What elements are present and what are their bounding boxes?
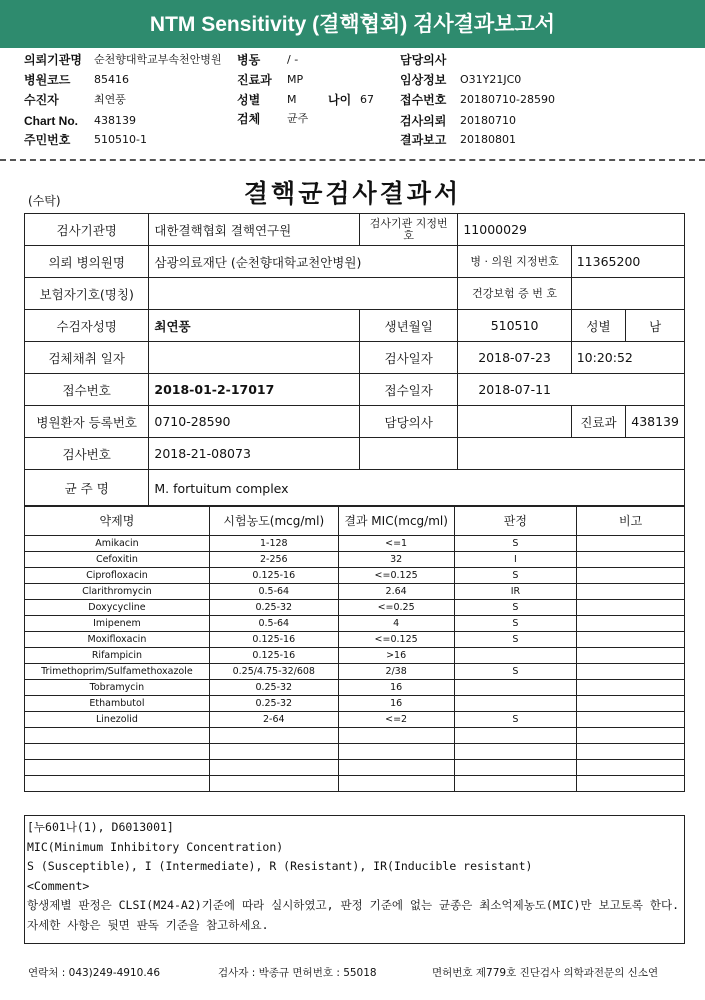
interpretation-cell: I bbox=[454, 552, 577, 568]
comment-text: 항생제별 판정은 CLSI(M24-A2)기준에 따라 실시하였고, 판정 기준에 없는 균종은 최소억제농도(MIC)만 보고토록 한다. 자세한 사항은 뒷면 판독 기준을 참고하세요. bbox=[27, 898, 680, 932]
value-test-request: 20180710 bbox=[460, 114, 516, 127]
hospital-no-value: 11365200 bbox=[571, 246, 684, 278]
footer-examiner: 검사자 : 박종규 면허번호 : 55018 bbox=[218, 967, 377, 979]
hospital-label: 의뢰 병의원명 bbox=[25, 246, 149, 278]
table-row bbox=[25, 552, 685, 568]
remarks-cell bbox=[577, 536, 685, 552]
concentration-cell bbox=[209, 776, 338, 792]
mic-cell bbox=[338, 744, 454, 760]
mic-cell: 16 bbox=[338, 680, 454, 696]
value-age: 67 bbox=[360, 93, 374, 106]
value-department: MP bbox=[287, 73, 304, 86]
document-title: 결핵균검사결과서 bbox=[243, 179, 462, 208]
lab-org-value: 대한결핵협회 결핵연구원 bbox=[149, 214, 360, 246]
label-sex: 성별 bbox=[237, 93, 261, 107]
interpretation-cell bbox=[454, 776, 577, 792]
drug-name-cell: Rifampicin bbox=[25, 648, 210, 664]
interpretation-cell: S bbox=[454, 568, 577, 584]
label-result-report: 결과보고 bbox=[400, 133, 447, 147]
concentration-cell: 2-64 bbox=[209, 712, 338, 728]
empty-cell bbox=[359, 438, 457, 470]
concentration-cell: 0.25-32 bbox=[209, 600, 338, 616]
interpretation-cell: S bbox=[454, 632, 577, 648]
concentration-cell: 0.25-32 bbox=[209, 696, 338, 712]
test-no-value: 2018-21-08073 bbox=[149, 438, 360, 470]
lab-no-value: 11000029 bbox=[458, 214, 685, 246]
report-banner: NTM Sensitivity (결핵협회) 검사결과보고서 bbox=[0, 0, 705, 48]
label-chart-no: Chart No. bbox=[24, 114, 78, 128]
insurance-no-label: 건강보험 증 번 호 bbox=[458, 278, 571, 310]
drug-name-cell: Ethambutol bbox=[25, 696, 210, 712]
remarks-cell bbox=[577, 696, 685, 712]
insurance-no-value bbox=[571, 278, 684, 310]
mic-cell: 4 bbox=[338, 616, 454, 632]
value-chart-no: 438139 bbox=[94, 114, 136, 127]
value-resident-no: 510510-1 bbox=[94, 133, 147, 146]
drug-name-cell bbox=[25, 776, 210, 792]
value-hospital-code: 85416 bbox=[94, 73, 129, 86]
remarks-cell bbox=[577, 584, 685, 600]
drug-name-cell: Moxifloxacin bbox=[25, 632, 210, 648]
label-specimen: 검체 bbox=[237, 112, 261, 126]
interpretation-cell bbox=[454, 760, 577, 776]
interpretation-cell: IR bbox=[454, 584, 577, 600]
table-row bbox=[25, 568, 685, 584]
mic-cell: 2.64 bbox=[338, 584, 454, 600]
dashed-divider bbox=[0, 159, 705, 161]
dept-label: 진료과 bbox=[571, 406, 626, 438]
mic-cell bbox=[338, 760, 454, 776]
interpretation-cell: S bbox=[454, 664, 577, 680]
label-age: 나이 bbox=[328, 93, 352, 107]
interpretation-cell bbox=[454, 680, 577, 696]
label-requesting-org: 의뢰기관명 bbox=[24, 53, 82, 67]
remarks-cell bbox=[577, 648, 685, 664]
remarks-cell bbox=[577, 680, 685, 696]
concentration-cell: 1-128 bbox=[209, 536, 338, 552]
label-resident-no: 주민번호 bbox=[24, 133, 71, 147]
attending-doctor-value bbox=[458, 406, 571, 438]
interpretation-cell bbox=[454, 648, 577, 664]
value-receipt-no: 20180710-28590 bbox=[460, 93, 555, 106]
hospital-value: 삼광의료재단 (순천향대학교천안병원) bbox=[149, 246, 458, 278]
table-row bbox=[25, 584, 685, 600]
mic-cell: <=0.25 bbox=[338, 600, 454, 616]
mic-cell: 2/38 bbox=[338, 664, 454, 680]
report-header bbox=[0, 52, 705, 152]
label-ward: 병동 bbox=[237, 53, 261, 67]
concentration-cell: 0.125-16 bbox=[209, 568, 338, 584]
table-row bbox=[25, 744, 685, 760]
patient-name-value: 최연풍 bbox=[149, 310, 360, 342]
collection-date-label: 검체채취 일자 bbox=[25, 342, 149, 374]
dept-value: 438139 bbox=[626, 406, 685, 438]
sex-value: 남 bbox=[626, 310, 685, 342]
mic-cell: <=2 bbox=[338, 712, 454, 728]
table-row bbox=[25, 712, 685, 728]
mic-cell: 16 bbox=[338, 696, 454, 712]
remarks-cell bbox=[577, 744, 685, 760]
concentration-cell bbox=[209, 744, 338, 760]
mic-cell bbox=[338, 728, 454, 744]
table-row bbox=[25, 648, 685, 664]
label-patient: 수진자 bbox=[24, 93, 59, 107]
label-clinical-info: 임상정보 bbox=[400, 73, 447, 87]
receipt-no-value: 2018-01-2-17017 bbox=[149, 374, 360, 406]
drug-name-cell: Ciprofloxacin bbox=[25, 568, 210, 584]
col-header-remarks: 비고 bbox=[577, 506, 685, 536]
remarks-cell bbox=[577, 728, 685, 744]
drug-name-cell: Doxycycline bbox=[25, 600, 210, 616]
mic-definition-line: MIC(Minimum Inhibitory Concentration) bbox=[27, 839, 284, 854]
label-department: 진료과 bbox=[237, 73, 272, 87]
value-ward: / - bbox=[287, 53, 299, 66]
table-row bbox=[25, 536, 685, 552]
remarks-cell bbox=[577, 664, 685, 680]
test-time-value: 10:20:52 bbox=[571, 342, 684, 374]
label-doctor: 담당의사 bbox=[400, 53, 447, 67]
concentration-cell: 0.25-32 bbox=[209, 680, 338, 696]
concentration-cell: 0.125-16 bbox=[209, 632, 338, 648]
interpretation-cell: S bbox=[454, 600, 577, 616]
col-header-drug: 약제명 bbox=[25, 506, 210, 536]
lab-no-label: 검사기관 지정번호 bbox=[359, 214, 457, 246]
table-row bbox=[25, 664, 685, 680]
drug-name-cell bbox=[25, 728, 210, 744]
table-row bbox=[25, 728, 685, 744]
table-row bbox=[25, 600, 685, 616]
remarks-cell bbox=[577, 568, 685, 584]
mic-cell: >16 bbox=[338, 648, 454, 664]
interpretation-cell: S bbox=[454, 712, 577, 728]
patient-reg-no-label: 병원환자 등록번호 bbox=[25, 406, 149, 438]
legend-line: S (Susceptible), I (Intermediate), R (Resistant), IR(Inducible resistant) bbox=[27, 859, 533, 873]
drug-name-cell: Trimethoprim/Sulfamethoxazole bbox=[25, 664, 210, 680]
concentration-cell: 0.125-16 bbox=[209, 648, 338, 664]
remarks-cell bbox=[577, 632, 685, 648]
remarks-cell bbox=[577, 552, 685, 568]
strain-label: 균 주 명 bbox=[25, 470, 149, 507]
drug-name-cell: Clarithromycin bbox=[25, 584, 210, 600]
mic-cell bbox=[338, 776, 454, 792]
remarks-cell bbox=[577, 760, 685, 776]
interpretation-cell bbox=[454, 728, 577, 744]
value-result-report: 20180801 bbox=[460, 133, 516, 146]
value-patient: 최연풍 bbox=[94, 93, 126, 106]
value-requesting-org: 순천향대학교부속천안병원 bbox=[94, 53, 222, 66]
receipt-date-value: 2018-07-11 bbox=[458, 374, 685, 406]
table-row bbox=[25, 680, 685, 696]
drug-name-cell: Cefoxitin bbox=[25, 552, 210, 568]
consignment-mark: (수탁) bbox=[28, 194, 61, 208]
col-header-mic: 결과 MIC(mcg/ml) bbox=[338, 506, 454, 536]
sex-label: 성별 bbox=[571, 310, 626, 342]
value-sex: M bbox=[287, 93, 297, 106]
interpretation-cell: S bbox=[454, 536, 577, 552]
col-header-concentration: 시험농도(mcg/ml) bbox=[209, 506, 338, 536]
concentration-cell: 0.25/4.75-32/608 bbox=[209, 664, 338, 680]
remarks-cell bbox=[577, 600, 685, 616]
lab-org-label: 검사기관명 bbox=[25, 214, 149, 246]
patient-reg-no-value: 0710-28590 bbox=[149, 406, 360, 438]
drug-name-cell: Imipenem bbox=[25, 616, 210, 632]
drug-name-cell bbox=[25, 744, 210, 760]
remarks-cell bbox=[577, 776, 685, 792]
receipt-no-label: 접수번호 bbox=[25, 374, 149, 406]
label-test-request: 검사의뢰 bbox=[400, 114, 447, 128]
footer-license: 면허번호 제779호 진단검사 의학과전문의 신소연 bbox=[432, 967, 659, 979]
drug-name-cell: Amikacin bbox=[25, 536, 210, 552]
susceptibility-rows bbox=[25, 536, 685, 792]
birth-label: 생년월일 bbox=[359, 310, 457, 342]
susceptibility-table bbox=[24, 505, 685, 792]
table-row bbox=[25, 760, 685, 776]
table-row bbox=[25, 632, 685, 648]
label-receipt-no: 접수번호 bbox=[400, 93, 447, 107]
test-date-label: 검사일자 bbox=[359, 342, 457, 374]
drug-name-cell bbox=[25, 760, 210, 776]
strain-value: M. fortuitum complex bbox=[149, 470, 685, 507]
concentration-cell: 2-256 bbox=[209, 552, 338, 568]
mic-cell: <=0.125 bbox=[338, 632, 454, 648]
patient-info-table bbox=[24, 213, 685, 507]
empty-cell bbox=[458, 438, 685, 470]
concentration-cell bbox=[209, 728, 338, 744]
interpretation-cell: S bbox=[454, 616, 577, 632]
mic-cell: 32 bbox=[338, 552, 454, 568]
hospital-no-label: 병 · 의원 지정번호 bbox=[458, 246, 571, 278]
remarks-cell bbox=[577, 712, 685, 728]
mic-cell: <=0.125 bbox=[338, 568, 454, 584]
insurer-value bbox=[149, 278, 458, 310]
table-row bbox=[25, 776, 685, 792]
label-hospital-code: 병원코드 bbox=[24, 73, 71, 87]
receipt-date-label: 접수일자 bbox=[359, 374, 457, 406]
concentration-cell: 0.5-64 bbox=[209, 616, 338, 632]
drug-name-cell: Linezolid bbox=[25, 712, 210, 728]
drug-name-cell: Tobramycin bbox=[25, 680, 210, 696]
test-no-label: 검사번호 bbox=[25, 438, 149, 470]
patient-name-label: 수검자성명 bbox=[25, 310, 149, 342]
comment-box bbox=[24, 815, 685, 944]
attending-doctor-label: 담당의사 bbox=[359, 406, 457, 438]
insurance-code-line: [누601나(1), D6013001] bbox=[27, 820, 174, 834]
concentration-cell bbox=[209, 760, 338, 776]
mic-cell: <=1 bbox=[338, 536, 454, 552]
table-row bbox=[25, 696, 685, 712]
value-clinical-info: O31Y21JC0 bbox=[460, 73, 522, 86]
birth-value: 510510 bbox=[458, 310, 571, 342]
col-header-interpretation: 판정 bbox=[454, 506, 577, 536]
insurer-label: 보험자기호(명칭) bbox=[25, 278, 149, 310]
value-specimen: 균주 bbox=[287, 112, 309, 125]
table-row bbox=[25, 616, 685, 632]
collection-date-value bbox=[149, 342, 360, 374]
interpretation-cell bbox=[454, 744, 577, 760]
remarks-cell bbox=[577, 616, 685, 632]
test-date-value: 2018-07-23 bbox=[458, 342, 571, 374]
footer-contact: 연락처 : 043)249-4910.46 bbox=[28, 967, 161, 979]
comment-heading: <Comment> bbox=[27, 878, 90, 893]
interpretation-cell bbox=[454, 696, 577, 712]
concentration-cell: 0.5-64 bbox=[209, 584, 338, 600]
